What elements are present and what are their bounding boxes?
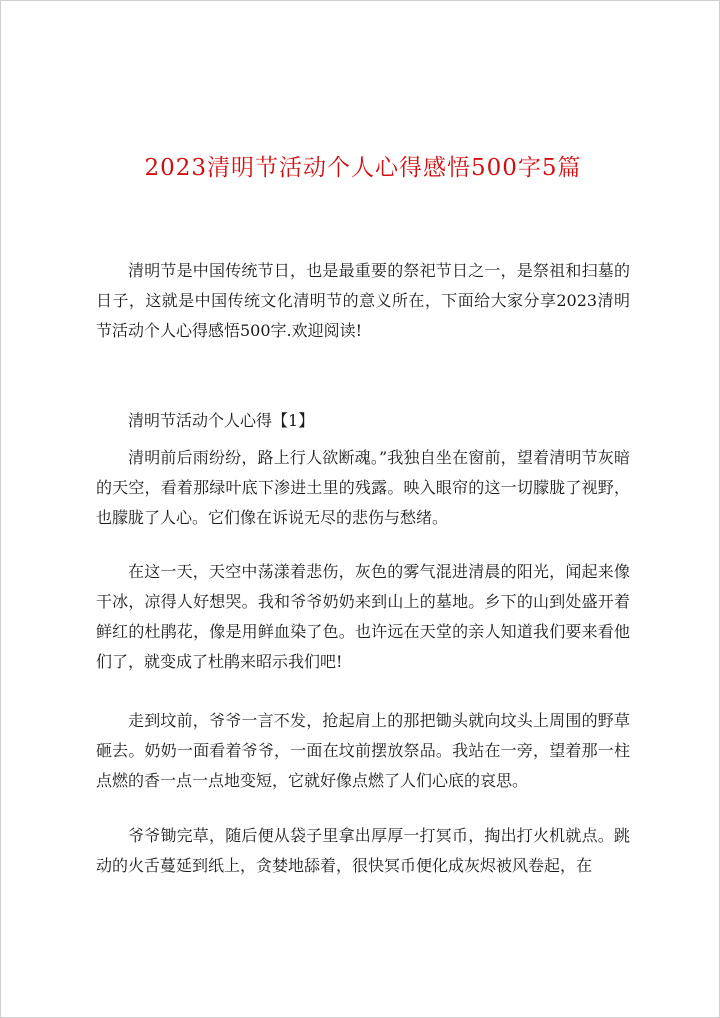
body-paragraph: 清明前后雨纷纷，路上行人欲断魂。”我独自坐在窗前，望着清明节灰暗的天空，看着那绿叶底下渗进土里的残露。映入眼帘的这一切朦胧了视野，也朦胧了人心。它们像在诉说无尽的悲伤与愁绪。 (96, 448, 630, 527)
section-heading: 清明节活动个人心得【1】 (128, 411, 315, 430)
intro-paragraph: 清明节是中国传统节日，也是最重要的祭祀节日之一，是祭祖和扫墓的日子，这就是中国传统文化清明节的意义所在，下面给大家分享2023清明节活动个人心得感悟500字.欢迎阅读! (96, 261, 630, 340)
body-paragraph: 在这一天，天空中荡漾着悲伤，灰色的雾气混进清晨的阳光，闻起来像干冰，凉得人好想哭。我和爷爷奶奶来到山上的墓地。乡下的山到处盛开着鲜红的杜鹃花，像是用鲜血染了色。也许远在天堂的亲人知道我们要来看他们了，就变成了杜鹃来昭示我们吧! (96, 562, 630, 671)
document-title: 2023清明节活动个人心得感悟500字5篇 (144, 155, 582, 181)
body-paragraph: 走到坟前，爷爷一言不发，抢起肩上的那把锄头就向坟头上周围的野草砸去。奶奶一面看着爷爷，一面在坟前摆放祭品。我站在一旁，望着那一柱点燃的香一点一点地变短，它就好像点燃了人们心底的哀思。 (96, 711, 630, 790)
body-paragraph: 爷爷锄完草，随后便从袋子里拿出厚厚一打冥币，掏出打火机就点。跳动的火舌蔓延到纸上，贪婪地舔着，很快冥币便化成灰烬被风卷起，在 (96, 826, 630, 875)
